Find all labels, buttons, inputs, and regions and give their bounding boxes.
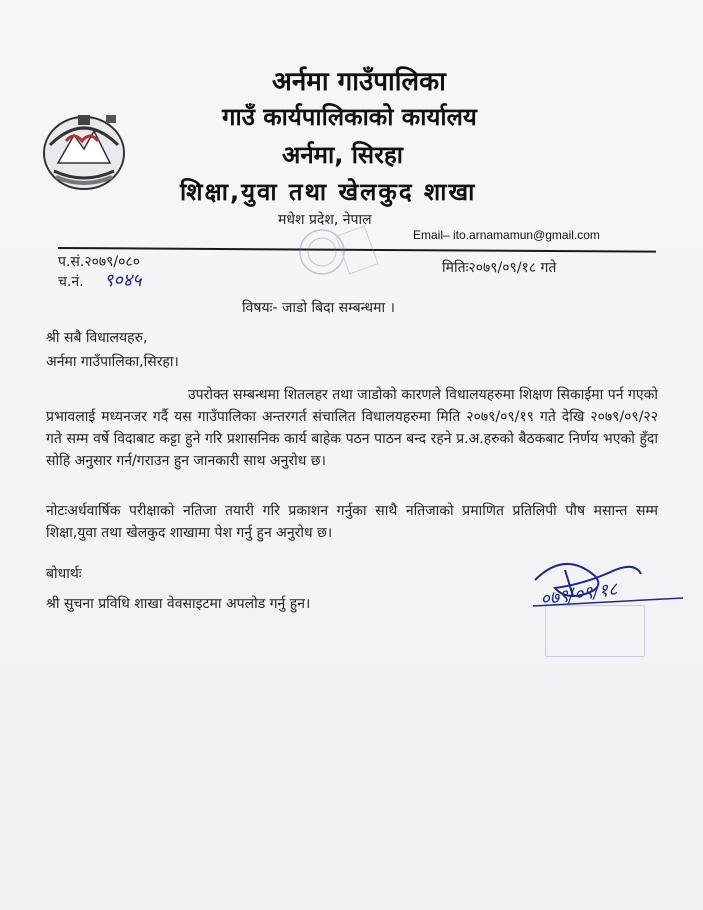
body-paragraph: उपरोक्त सम्बन्धमा शितलहर तथा जाडोको कारणले विधालयहरुमा शिक्षण सिकाईमा पर्न गएको प्रभावलाई मध्यनजर गर्दै यस गाउँपालिका अन्तरगर्त संचालित विधालयहरुमा मिति २०७९/०९/१९ गते देखि २०७९/०९/२२ गते सम्म वर्षे विदाबाट कट्टा हुने गरि प्रशासनिक कार्य बाहेक पठन पाठन बन्द रहने प्र.अ.हरुको बैठकबाट निर्णय भएको हुँदा सोहि अनुसार गर्न/गराउन हुन जानकारी साथ अनुरोध छ। bbox=[46, 387, 658, 469]
dispatch-number: ९०४५ bbox=[104, 270, 142, 291]
subject-line: विषयः- जाडो बिदा सम्बन्धमा । bbox=[242, 300, 395, 316]
cc-line: श्री सुचना प्रविधि शाखा वेवसाइटमा अपलोड गर्नु हुन। bbox=[46, 596, 311, 612]
office-name: अर्नमा गाउँपालिका bbox=[272, 67, 446, 97]
recipient-line-2: अर्नमा गाउँपालिका,सिरहा। bbox=[46, 354, 179, 370]
note-paragraph: नोटःअर्धवार्षिक परीक्षाको नतिजा तयारी गरि प्रकाशन गर्नुका साथै नतिजाको प्रमाणित प्रतिलिपी पौष मसान्त सम्म शिक्षा,युवा तथा खेलकुद शाखामा पेश गर्नु हुन अनुरोध छ। bbox=[46, 503, 658, 541]
recipient-line-1: श्री सबै विधालयहरु, bbox=[46, 330, 148, 346]
province-line: मधेश प्रदेश, नेपाल bbox=[278, 212, 372, 228]
reference-number: प.सं.२०७९/०८० bbox=[58, 254, 140, 270]
dispatch-label: च.नं. bbox=[58, 274, 84, 290]
office-subtitle: गाउँ कार्यपालिकाको कार्यालय bbox=[222, 103, 477, 131]
letter-date: मितिः२०७९/०९/१८ गते bbox=[442, 260, 557, 276]
email-line: Email– ito.arnamamun@gmail.com bbox=[413, 228, 600, 242]
office-location: अर्नमा, सिरहा bbox=[282, 141, 403, 169]
faint-seal-icon bbox=[292, 222, 378, 292]
cc-label: बोधार्थः bbox=[46, 566, 82, 582]
nepal-emblem-icon bbox=[36, 105, 132, 193]
section-name: शिक्षा,युवा तथा खेलकुद शाखा bbox=[180, 178, 477, 206]
signature-date: ०७९/०९/१८ bbox=[538, 578, 619, 611]
